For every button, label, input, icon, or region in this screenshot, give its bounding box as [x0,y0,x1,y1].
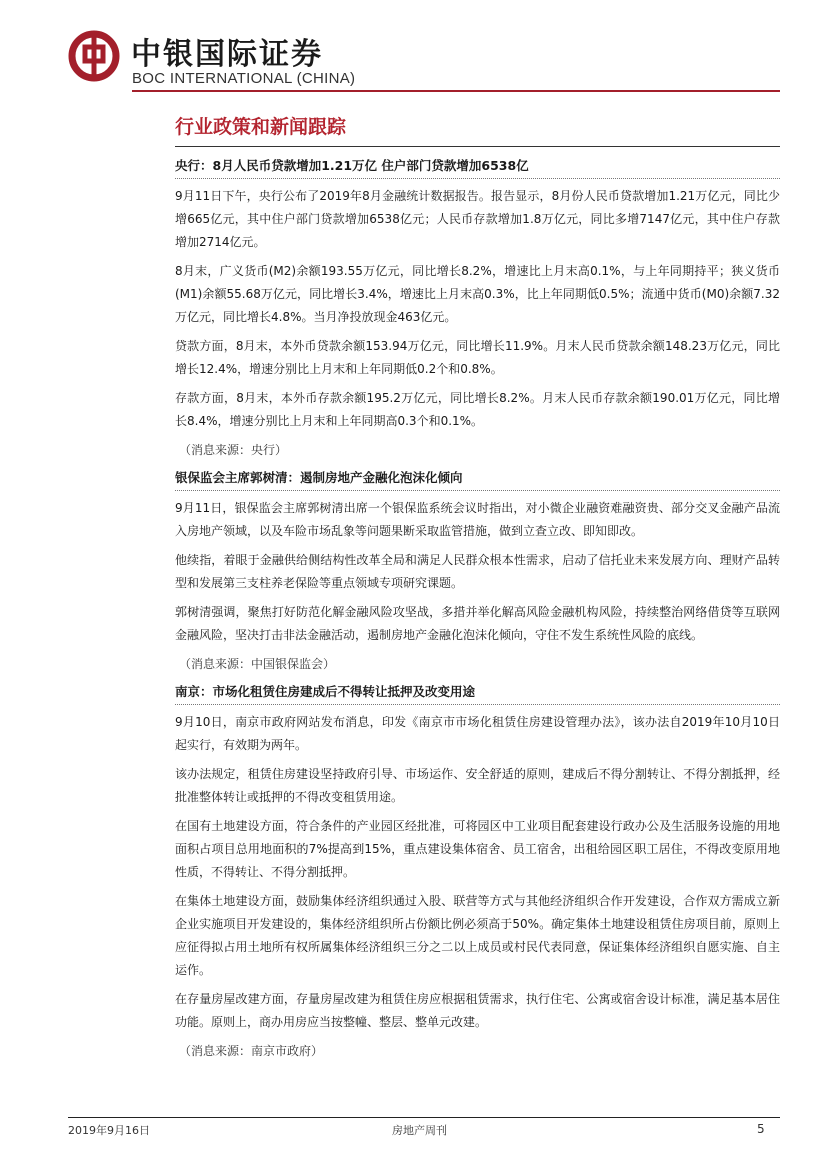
news-paragraph: 存款方面，8月末，本外币存款余额195.2万亿元，同比增长8.2%。月末人民币存款余额190.01万亿元，同比增长8.4%，增速分别比上月末和上年同期高0.3个和0.1%。 [175,391,780,428]
news-paragraph: 该办法规定，租赁住房建设坚持政府引导、市场运作、安全舒适的原则，建成后不得分割转让、不得分割抵押，经批准整体转让或抵押的不得改变租赁用途。 [175,767,780,804]
news-paragraph: 在国有土地建设方面，符合条件的产业园区经批准，可将园区中工业项目配套建设行政办公及生活服务设施的用地面积占项目总用地面积的7%提高到15%，重点建设集体宿舍、员工宿舍，出租给园区职工居住，不得改变原用地性质，不得转让、不得分割抵押。 [175,819,780,879]
footer-divider [68,1117,780,1118]
news-source: （消息来源：南京市政府） [179,1044,324,1058]
news-title: 南京：市场化租赁住房建成后不得转让抵押及改变用途 [175,682,780,705]
page-header [0,0,827,96]
news-source: （消息来源：央行） [179,443,288,457]
news-title: 银保监会主席郭树清：遏制房地产金融化泡沫化倾向 [175,468,780,491]
brand-name-en: BOC INTERNATIONAL (CHINA) [132,70,356,87]
footer-publication-title: 房地产周刊 [392,1124,447,1137]
news-item [175,468,780,676]
boc-logo-icon [68,30,120,82]
page-number: 5 [757,1122,765,1136]
brand-name-cn: 中银国际证券 [131,37,323,72]
news-paragraph: 在集体土地建设方面，鼓励集体经济组织通过入股、联营等方式与其他经济组织合作开发建设，合作双方需成立新企业实施项目开发建设的，集体经济组织所占份额比例必须高于50%。确定集体土地建设租赁住房项目前，原则上应征得拟占用土地所有权所属集体经济组织三分之二以上成员或村民代表同意，保证集体经济组织自愿实施、自主运作。 [175,894,780,977]
news-paragraph: 贷款方面，8月末，本外币贷款余额153.94万亿元，同比增长11.9%。月末人民币贷款余额148.23万亿元，同比增长12.4%，增速分别比上月末和上年同期低0.2个和0.8%。 [175,339,780,376]
news-paragraph: 他续指，着眼于金融供给侧结构性改革全局和满足人民群众根本性需求，启动了信托业未来发展方向、理财产品转型和发展第三支柱养老保险等重点领域专项研究课题。 [175,553,780,590]
header-divider [132,90,780,92]
news-paragraph: 9月11日，银保监会主席郭树清出席一个银保监系统会议时指出，对小微企业融资难融资贵、部分交叉金融产品流入房地产领域，以及车险市场乱象等问题果断采取监管措施，做到立查立改、即知即改。 [175,501,780,538]
news-paragraph: 9月11日下午，央行公布了2019年8月金融统计数据报告。报告显示，8月份人民币贷款增加1.21万亿元，同比少增665亿元，其中住户部门贷款增加6538亿元；人民币存款增加1.8万亿元，同比多增7147亿元，其中住户存款增加2714亿元。 [175,189,780,249]
news-item [175,156,780,462]
news-title: 央行：8月人民币贷款增加1.21万亿 住户部门贷款增加6538亿 [175,156,780,179]
section-title: 行业政策和新闻跟踪 [175,116,347,138]
news-content [175,156,780,1069]
section-divider [175,146,780,147]
news-paragraph: 8月末，广义货币(M2)余额193.55万亿元，同比增长8.2%，增速比上月末高0.1%，与上年同期持平；狭义货币(M1)余额55.68万亿元，同比增长3.4%，增速比上月末高0.3%，比上年同期低0.5%；流通中货币(M0)余额7.32万亿元，同比增长4.8%。当月净投放现金463亿元。 [175,264,780,324]
news-paragraph: 郭树清强调，聚焦打好防范化解金融风险攻坚战，多措并举化解高风险金融机构风险，持续整治网络借贷等互联网金融风险，坚决打击非法金融活动，遏制房地产金融化泡沫化倾向，守住不发生系统性风险的底线。 [175,605,780,642]
news-paragraph: 9月10日，南京市政府网站发布消息，印发《南京市市场化租赁住房建设管理办法》，该办法自2019年10月10日起实行，有效期为两年。 [175,715,780,752]
footer-date: 2019年9月16日 [68,1124,150,1137]
news-paragraph: 在存量房屋改建方面，存量房屋改建为租赁住房应根据租赁需求，执行住宅、公寓或宿舍设计标准，满足基本居住功能。原则上，商办用房应当按整幢、整层、整单元改建。 [175,992,780,1029]
news-source: （消息来源：中国银保监会） [179,657,336,671]
news-item [175,682,780,1063]
